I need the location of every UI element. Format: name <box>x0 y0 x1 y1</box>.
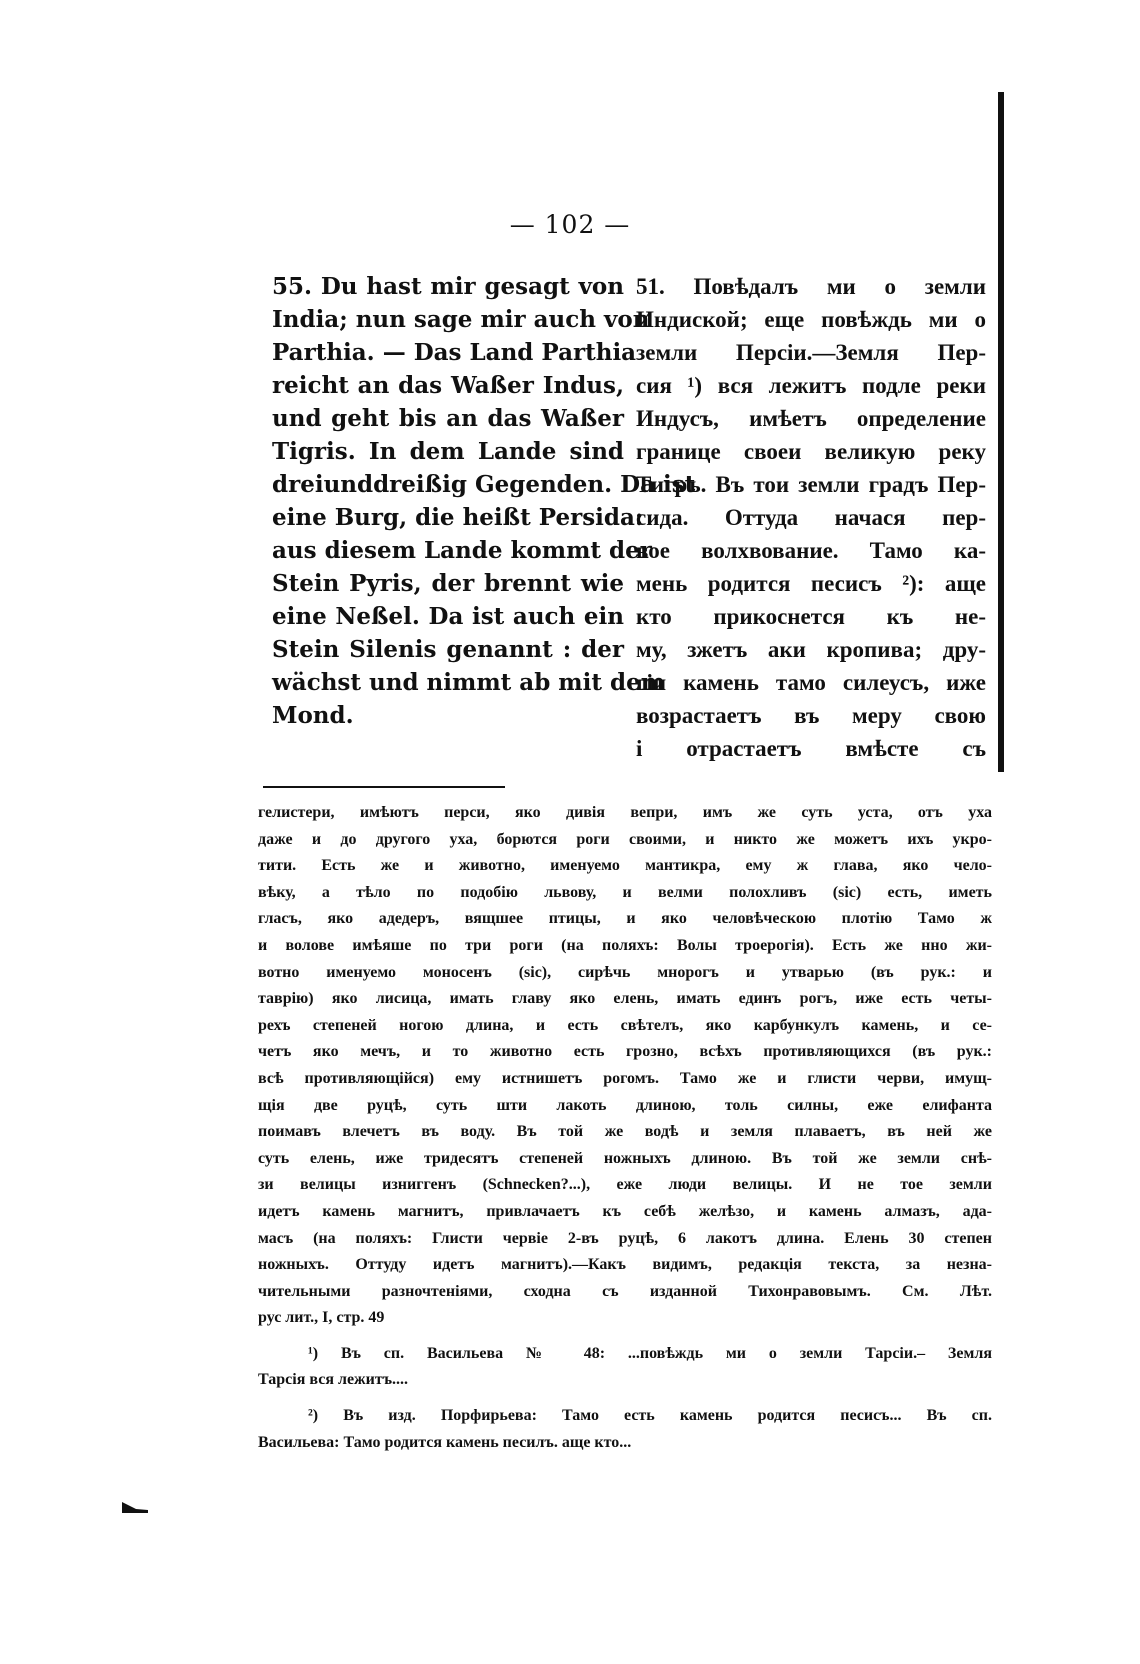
footnote-line: даже и до другого уха, борются роги своими, и никто же можетъ ихъ укро- <box>258 830 992 848</box>
footnote-line: ²) Въ изд. Порфирьева: Тамо есть камень родится песисъ... Въ сп. <box>308 1407 992 1425</box>
page-number: — 102 — <box>509 210 631 239</box>
footnotes <box>258 800 992 1456</box>
footnote-line: всѣ противляющiйся) ему истнишетъ рогомъ. Тамо же и глисти черви, имущ- <box>258 1069 992 1087</box>
russian-line: му, зжетъ аки кропива; дру- <box>636 637 986 662</box>
footnote-line: рехъ степеней ногою длина, и есть свѣтелъ, яко карбункулъ камень, и се- <box>258 1016 992 1034</box>
german-line: Tigris. In dem Lande sind <box>272 438 624 465</box>
german-line: reicht an das Waßer Indus, <box>272 372 624 399</box>
footnote-line: гелистери, имѣютъ перси, яко дивiя вепри, имъ же суть уста, отъ уха <box>258 804 992 821</box>
german-line: Stein Silenis genannt : der <box>272 636 624 663</box>
german-line: Stein Pyris, der brennt wie <box>272 570 624 597</box>
russian-line: Тигръ. Въ тои земли градъ Пер- <box>636 472 986 497</box>
footnote-separator <box>263 786 505 788</box>
footnote-line: таврiю) яко лисица, имать главу яко елень, имать единъ рогъ, иже есть четы- <box>258 990 992 1008</box>
footnote-2 <box>258 1403 992 1456</box>
footnote-line: ¹) Въ сп. Васильева № 48: ...повѣждь ми о земли Тарсiи.– Земля <box>308 1344 992 1362</box>
footnote-continuation <box>258 800 992 1332</box>
german-line: dreiunddreißig Gegenden. Da ist <box>272 471 696 498</box>
russian-line: мень родится песисъ ²): аще <box>636 571 986 596</box>
footnote-line: идетъ камень магнитъ, привлачаетъ къ себѣ желѣзо, и камень алмазъ, ада- <box>258 1202 992 1220</box>
page-edge-bar <box>998 92 1004 772</box>
footnote-line: вотно именуемо моносенъ (sic), сирѣчь мнорогъ и утварью (въ рук.: и <box>258 963 992 981</box>
russian-line: земли Персiи.—Земля Пер- <box>636 340 986 365</box>
russian-column <box>636 270 986 765</box>
footnote-line: рус лит., I, стр. 49 <box>258 1309 385 1327</box>
german-column <box>272 270 696 732</box>
footnote-line: тити. Есть же и животно, именуемо мантикра, ему ж глава, яко чело- <box>258 857 992 875</box>
german-line: India; nun sage mir auch von <box>272 306 650 333</box>
footnote-line: четъ яко мечъ, и то животно есть грозно, всѣхъ противляющихся (въ рук.: <box>258 1043 992 1061</box>
footnote-line: гласъ, яко адедеръ, вящшее птицы, и яко человѣческою плотiю Тамо ж <box>258 910 992 928</box>
footnote-line: и волове имѣяше по три роги (на поляхъ: Волы троерогiя). Есть же нно жи- <box>258 936 992 954</box>
german-line: und geht bis an das Waßer <box>272 405 624 432</box>
german-line: Mond. <box>272 702 354 729</box>
russian-line: сида. Оттуда начася пер- <box>636 505 986 530</box>
footnote-line: Тарсiя вся лежитъ.... <box>258 1371 409 1389</box>
russian-line: возрастаетъ въ меру свою <box>636 703 986 728</box>
russian-line: границе своеи великую реку <box>636 439 986 464</box>
german-line: eine Neßel. Da ist auch ein <box>272 603 624 630</box>
russian-line: 51. Повѣдалъ ми о земли <box>636 274 986 299</box>
footnote-line: зи велицы изниггенъ (Schnecken?...), еже люди велицы. И не тое земли <box>258 1176 992 1194</box>
german-line: wächst und nimmt ab mit dem <box>272 669 666 696</box>
footnote-line: чительными разночтенiями, сходна съ изданной Тихонравовымъ. См. Лѣт. <box>258 1282 992 1300</box>
german-line: eine Burg, die heißt Persida: <box>272 504 644 531</box>
margin-arrow-icon <box>122 1500 148 1516</box>
german-line: aus diesem Lande kommt der <box>272 537 652 564</box>
russian-line: кто прикоснется къ не- <box>636 604 986 629</box>
footnote-line: Васильева: Тамо родится камень песилъ. аще кто... <box>258 1433 632 1451</box>
russian-line: Индусъ, имѣетъ определение <box>636 406 986 431</box>
russian-line: Индиской; еще повѣждь ми о <box>636 307 986 332</box>
russian-line: сия ¹) вся лежитъ подле реки <box>636 373 986 398</box>
russian-line: вое волхвование. Тамо ка- <box>636 538 986 563</box>
russian-line: i отрастаетъ вмѣсте съ <box>636 736 986 761</box>
footnote-line: щiя две руцѣ, суть шти лакоть длиною, толь силны, еже елифанта <box>258 1096 992 1114</box>
footnote-line: ножныхъ. Оттуду идетъ магнитъ).—Какъ видимъ, редакцiя текста, за незна- <box>258 1256 992 1274</box>
footnote-line: вѣку, а тѣло по подобiю львову, и велми полохливъ (sic) есть, иметь <box>258 883 992 901</box>
german-line: Parthia. — Das Land Parthia <box>272 339 637 366</box>
footnote-line: поимавъ влечетъ въ воду. Въ той же водѣ и земля плаваетъ, въ ней же <box>258 1123 992 1141</box>
footnote-1 <box>258 1341 992 1394</box>
footnote-line: суть елень, иже тридесятъ степеней ножныхъ длиною. Въ той же земли снѣ- <box>258 1149 992 1167</box>
german-line: 55. Du hast mir gesagt von <box>272 273 624 300</box>
footnote-line: масъ (на поляхъ: Глисти червiе 2-въ руцѣ, 6 лакотъ длина. Елень 30 степен <box>258 1229 992 1247</box>
russian-line: гiи камень тамо силеусъ, иже <box>636 670 986 695</box>
